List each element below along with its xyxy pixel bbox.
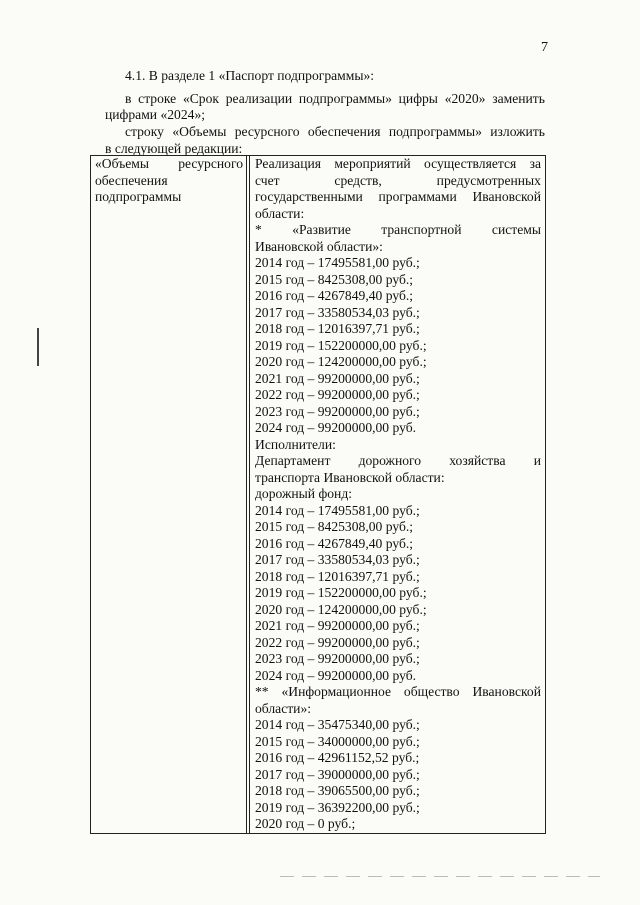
year-amount-line: 2020 год – 0 руб.; (255, 816, 356, 831)
intro-line-2 (125, 90, 545, 107)
word: государственными (255, 189, 363, 204)
department-line-b: транспорта Ивановской области: (255, 469, 445, 485)
word: ресурсного (178, 156, 243, 171)
word: «Объемы (95, 156, 149, 171)
word: строку (125, 124, 164, 139)
left-line-2: обеспечения (95, 172, 168, 188)
year-amount-line: 2018 год – 12016397,71 руб.; (255, 321, 420, 336)
department-line (255, 453, 541, 470)
word: общество (403, 684, 460, 699)
intro-row-2 (255, 173, 541, 190)
program-2-years (255, 717, 541, 833)
intro-line-1: 4.1. В разделе 1 «Паспорт подпрограммы»: (125, 68, 375, 83)
year-amount-line: 2018 год – 39065500,00 руб.; (255, 783, 420, 798)
word: Реализация (255, 156, 321, 171)
word: изложить (490, 124, 545, 139)
intro-line-3 (125, 123, 545, 140)
year-amount-line: 2020 год – 124200000,00 руб.; (255, 601, 427, 617)
program-1-title (255, 222, 541, 239)
word: счет (255, 172, 280, 188)
word: «Информационное (281, 684, 392, 699)
road-fund-years (255, 503, 541, 685)
word: системы (491, 222, 541, 237)
year-amount-line: 2016 год – 42961152,52 руб.; (255, 750, 420, 765)
year-amount-line: 2017 год – 33580534,03 руб.; (255, 304, 420, 320)
word: «Срок (182, 91, 219, 106)
program-2-title (255, 684, 541, 701)
road-fund-label: дорожный фонд: (255, 486, 353, 501)
intro-line-3b: в следующей редакции: (105, 141, 243, 156)
word: Департамент (255, 453, 331, 468)
word: хозяйства (449, 453, 506, 468)
word: «Развитие (292, 222, 351, 237)
year-amount-line: 2019 год – 36392200,00 руб.; (255, 799, 420, 815)
left-line-3: подпрограммы (95, 189, 182, 204)
year-amount-line: 2018 год – 12016397,71 руб.; (255, 568, 420, 584)
bottom-rule (280, 876, 600, 877)
year-amount-line: 2015 год – 8425308,00 руб.; (255, 519, 414, 534)
year-amount-line: 2023 год – 99200000,00 руб.; (255, 403, 420, 419)
table-left-cell (95, 156, 243, 206)
year-amount-line: 2023 год – 99200000,00 руб.; (255, 651, 420, 666)
word: ресурсного (234, 124, 300, 139)
year-amount-line: 2021 год – 99200000,00 руб.; (255, 618, 420, 633)
intro-row-1 (255, 156, 541, 173)
year-amount-line: 2015 год – 34000000,00 руб.; (255, 733, 420, 749)
word: предусмотренных (436, 172, 541, 188)
word: программами (378, 189, 457, 204)
program-2-title-b: области»: (255, 700, 312, 716)
year-amount-line: 2017 год – 33580534,03 руб.; (255, 552, 420, 567)
year-amount-line: 2021 год – 99200000,00 руб.; (255, 370, 420, 386)
program-1-years (255, 255, 541, 437)
word: мероприятий (334, 156, 411, 171)
word: реализации (225, 91, 293, 106)
year-amount-line: 2017 год – 39000000,00 руб.; (255, 766, 420, 782)
intro-row-3 (255, 189, 541, 206)
left-line-1 (95, 156, 243, 173)
year-amount-line: 2022 год – 99200000,00 руб.; (255, 634, 420, 650)
year-amount-line: 2024 год – 99200000,00 руб. (255, 667, 417, 683)
word: заменить (492, 91, 545, 106)
word: средств, (334, 172, 382, 188)
word: ** (255, 684, 269, 699)
year-amount-line: 2019 год – 152200000,00 руб.; (255, 585, 427, 600)
word: подпрограммы» (298, 91, 392, 106)
year-amount-line: 2022 год – 99200000,00 руб.; (255, 387, 420, 402)
word: дорожного (358, 453, 422, 468)
column-divider-inner (249, 156, 250, 833)
word: * (255, 222, 262, 237)
intro-line-2b: цифрами «2024»; (105, 107, 206, 122)
word: в (125, 91, 132, 106)
page-number: 7 (541, 40, 548, 55)
program-1-title-b: Ивановской области»: (255, 238, 383, 254)
year-amount-line: 2020 год – 124200000,00 руб.; (255, 354, 427, 369)
word: за (529, 156, 541, 171)
year-amount-line: 2014 год – 17495581,00 руб.; (255, 255, 420, 270)
executors-label: Исполнители: (255, 436, 336, 452)
year-amount-line: 2014 год – 35475340,00 руб.; (255, 717, 420, 732)
year-amount-line: 2016 год – 4267849,40 руб.; (255, 535, 414, 551)
year-amount-line: 2019 год – 152200000,00 руб.; (255, 337, 427, 353)
word: цифры (398, 91, 438, 106)
word: Ивановской (472, 189, 541, 204)
word: обеспечения (307, 124, 381, 139)
year-amount-line: 2015 год – 8425308,00 руб.; (255, 271, 414, 287)
table-right-cell (255, 156, 541, 833)
word: подпрограммы» (388, 124, 482, 139)
word: «2020» (444, 91, 486, 106)
word: осуществляется (423, 156, 517, 171)
word: и (533, 453, 541, 468)
resource-table (90, 155, 546, 834)
column-divider (246, 156, 247, 833)
word: «Объемы (172, 124, 227, 139)
word: Ивановской (472, 684, 541, 699)
word: строке (138, 91, 177, 106)
year-amount-line: 2014 год – 17495581,00 руб.; (255, 502, 420, 518)
margin-mark (37, 328, 39, 366)
word: транспортной (381, 222, 462, 237)
year-amount-line: 2024 год – 99200000,00 руб. (255, 420, 417, 435)
intro-row-4: области: (255, 205, 305, 221)
year-amount-line: 2016 год – 4267849,40 руб.; (255, 288, 414, 303)
